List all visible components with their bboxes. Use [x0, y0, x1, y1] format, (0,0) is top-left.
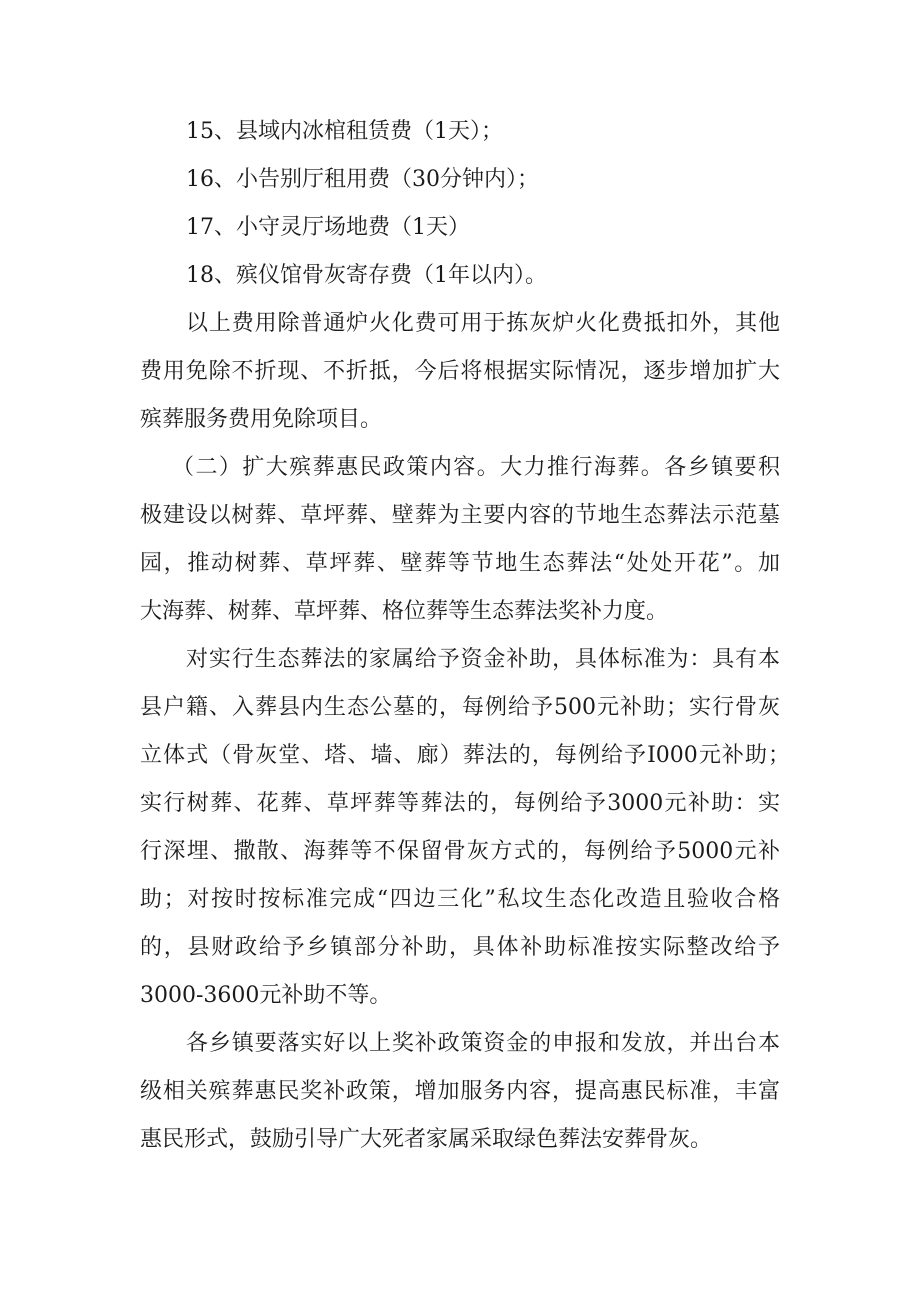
paragraph-line: 对实行生态葬法的家属给予资金补助，具体标准为：具有本 — [186, 647, 780, 672]
paragraph-line: 3000-3600元补助不等。 — [140, 983, 392, 1008]
paragraph-line: 县户籍、入葬县内生态公墓的，每例给予500元补助；实行骨灰 — [140, 695, 780, 720]
paragraph-line: 惠民形式，鼓励引导广大死者家属采取绿色葬法安葬骨灰。 — [140, 1127, 713, 1152]
paragraph-line: 殡葬服务费用免除项目。 — [140, 407, 383, 432]
list-item-18: 18、殡仪馆骨灰寄存费（1年以内）。 — [186, 263, 547, 288]
paragraph-line: 园，推动树葬、草坪葬、壁葬等节地生态葬法“处处开花”。加 — [140, 551, 780, 576]
paragraph-line: 以上费用除普通炉火化费可用于拣灰炉火化费抵扣外，其他 — [186, 311, 780, 336]
paragraph-line: 级相关殡葬惠民奖补政策，增加服务内容，提高惠民标准，丰富 — [140, 1079, 780, 1104]
list-item-17: 17、小守灵厅场地费（1天） — [186, 215, 470, 240]
list-item-16: 16、小告别厅租用费（30分钟内）； — [186, 167, 539, 192]
paragraph-line: 实行树葬、花葬、草坪葬等葬法的，每例给予3000元补助：实 — [140, 791, 780, 816]
paragraph-line: 行深埋、撒散、海葬等不保留骨灰方式的，每例给予5000元补 — [140, 839, 780, 864]
list-item-15: 15、县域内冰棺租赁费（1天）； — [186, 119, 503, 144]
paragraph-line: 助；对按时按标准完成“四边三化”私坟生态化改造且验收合格 — [140, 887, 780, 912]
paragraph-line: 极建设以树葬、草坪葬、壁葬为主要内容的节地生态葬法示范墓 — [140, 503, 780, 528]
paragraph-line: 大海葬、树葬、草坪葬、格位葬等生态葬法奖补力度。 — [140, 599, 669, 624]
section-heading-line: （二）扩大殡葬惠民政策内容。大力推行海葬。各乡镇要积 — [172, 455, 780, 480]
paragraph-line: 的，县财政给予乡镇部分补助，具体补助标准按实际整改给予 — [140, 935, 780, 960]
paragraph-line: 各乡镇要落实好以上奖补政策资金的申报和发放，并出台本 — [186, 1031, 780, 1056]
paragraph-line: 费用免除不折现、不折抵，今后将根据实际情况，逐步增加扩大 — [140, 359, 780, 384]
paragraph-line: 立体式（骨灰堂、塔、墙、廊）葬法的，每例给予I000元补助； — [140, 743, 790, 768]
